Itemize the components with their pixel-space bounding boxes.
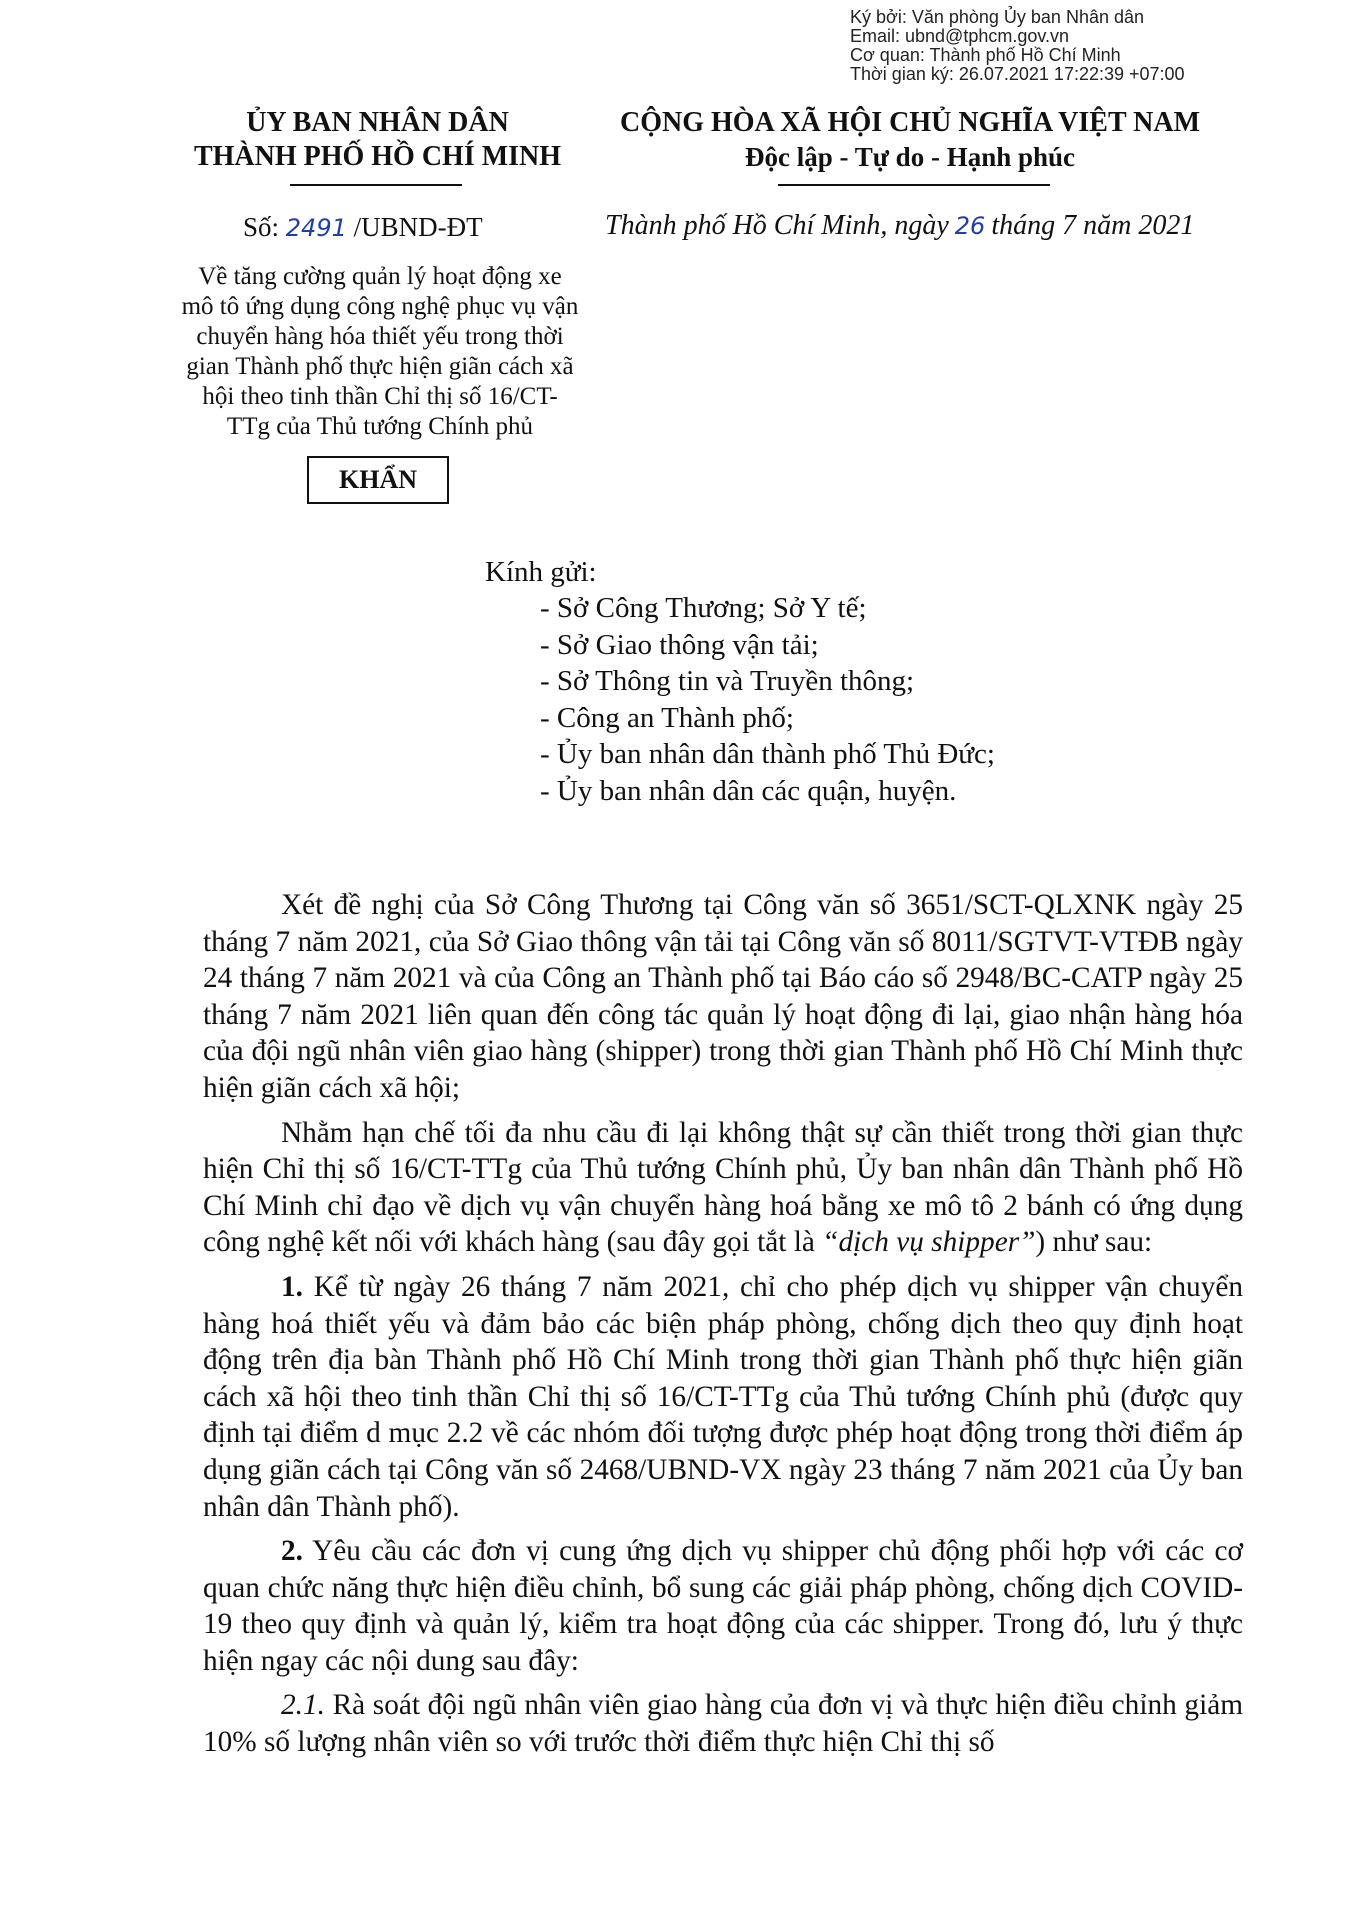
body-paragraph-3 (203, 1269, 1243, 1525)
issuer-line-2: THÀNH PHỐ HỒ CHÍ MINH (193, 141, 562, 172)
doc-number-prefix: Số: (243, 212, 280, 242)
item-text-2-1: Rà soát đội ngũ nhân viên giao hàng của đơn vị và thực hiện điều chỉnh giảm 10% số lượng nhân viên so với trước thời điểm thực hiện Chỉ thị số (203, 1689, 1243, 1759)
issuer-header (120, 106, 635, 174)
motto-underline (778, 184, 1050, 186)
issuer-line-1: ỦY BAN NHÂN DÂN (246, 107, 509, 138)
signature-email: Email: ubnd@tphcm.gov.vn (850, 26, 1070, 46)
national-motto: Độc lập - Tự do - Hạnh phúc (744, 142, 1076, 172)
recipient-item: - Ủy ban nhân dân thành phố Thủ Đức; (540, 738, 995, 770)
date-day-handwritten: 26 (954, 212, 986, 240)
body-paragraph-1: Xét đề nghị của Sở Công Thương tại Công văn số 3651/SCT-QLXNK ngày 25 tháng 7 năm 2021, của Sở Giao thông vận tải tại Công văn số 8011/SGTVT-VTĐB ngày 24 tháng 7 năm 2021 và của Công an Thành phố tại Báo cáo số 2948/BC-CATP ngày 25 tháng 7 năm 2021 liên quan đến công tác quản lý hoạt động đi lại, giao nhận hàng hóa của đội ngũ nhân viên giao hàng (shipper) trong thời gian Thành phố Hồ Chí Minh thực hiện giãn cách xã hội; (203, 889, 1243, 1104)
signature-time: Thời gian ký: 26.07.2021 17:22:39 +07:00 (850, 64, 1185, 84)
digital-signature-block (850, 8, 1185, 84)
item-text-1: Kể từ ngày 26 tháng 7 năm 2021, chỉ cho phép dịch vụ shipper vận chuyển hàng hoá thiết yếu và đảm bảo các biện pháp phòng, chống dịch theo quy định hoạt động trên địa bàn Thành phố Hồ Chí Minh trong thời gian Thành phố thực hiện giãn cách xã hội theo tinh thần Chỉ thị số 16/CT-TTg của Thủ tướng Chính phủ (được quy định tại điểm d mục 2.2 về các nhóm đối tượng được phép hoạt động trong thời điểm áp dụng giãn cách tại Công văn số 2468/UBND-VX ngày 23 tháng 7 năm 2021 của Ủy ban nhân dân Thành phố). (203, 1270, 1243, 1523)
subject-line: mô tô ứng dụng công nghệ phục vụ vận (181, 293, 579, 320)
document-date (605, 210, 1194, 242)
urgent-label: KHẨN (307, 456, 449, 504)
subject-line: hội theo tinh thần Chỉ thị số 16/CT- (202, 383, 558, 410)
recipient-item: - Sở Giao thông vận tải; (540, 628, 819, 661)
national-title: CỘNG HÒA XÃ HỘI CHỦ NGHĨA VIỆT NAM (619, 107, 1201, 138)
recipient-item: - Công an Thành phố; (540, 701, 794, 734)
p2-end: ) như sau: (1035, 1226, 1153, 1259)
national-header (590, 106, 1230, 174)
date-prefix: Thành phố Hồ Chí Minh, ngày (605, 210, 949, 241)
body-paragraph-4 (203, 1533, 1243, 1679)
date-suffix: tháng 7 năm 2021 (991, 210, 1195, 241)
p2-text: Nhằm hạn chế tối đa nhu cầu đi lại không thật sự cần thiết trong thời gian thực hiện Chỉ thị số 16/CT-TTg của Thủ tướng Chính phủ, Ủy ban nhân dân Thành phố Hồ Chí Minh chỉ đạo về dịch vụ vận chuyển hàng hoá bằng xe mô tô 2 bánh có ứng dụng công nghệ kết nối với khách hàng (sau đây gọi tắt là (203, 1116, 1243, 1259)
recipient-item: - Sở Công Thương; Sở Y tế; (540, 592, 867, 624)
document-body (203, 887, 1243, 1769)
item-text-2: Yêu cầu các đơn vị cung ứng dịch vụ shipper chủ động phối hợp với các cơ quan chức năng thực hiện điều chỉnh, bổ sung các giải pháp phòng, chống dịch COVID-19 theo quy định và quản lý, kiểm tra hoạt động của các shipper. Trong đó, lưu ý thực hiện ngay các nội dung sau đây: (203, 1535, 1243, 1677)
doc-number-handwritten: 2491 (285, 214, 347, 242)
subject-line: TTg của Thủ tướng Chính phủ (226, 413, 534, 440)
subject-line: chuyển hàng hóa thiết yếu trong thời (196, 323, 564, 350)
document-number (243, 212, 483, 243)
p2-term: “dịch vụ shipper” (822, 1226, 1036, 1259)
item-number-2-1: 2.1. (281, 1689, 325, 1722)
signature-signed-by: Ký bởi: Văn phòng Ủy ban Nhân dân (850, 7, 1145, 27)
body-paragraph-2 (203, 1115, 1243, 1261)
subject-line: gian Thành phố thực hiện giãn cách xã (186, 353, 574, 380)
recipients-list (540, 590, 995, 809)
item-number-2: 2. (281, 1535, 303, 1568)
issuer-underline (290, 184, 462, 186)
item-number-1: 1. (281, 1270, 303, 1303)
signature-agency: Cơ quan: Thành phố Hồ Chí Minh (850, 45, 1121, 65)
body-paragraph-5 (203, 1687, 1243, 1760)
recipient-item: - Ủy ban nhân dân các quận, huyện. (540, 774, 957, 807)
recipient-item: - Sở Thông tin và Truyền thông; (540, 665, 915, 697)
subject-line: Về tăng cường quản lý hoạt động xe (198, 263, 562, 290)
document-subject (150, 262, 610, 442)
doc-number-suffix: /UBND-ĐT (353, 212, 483, 242)
recipients-heading: Kính gửi: (485, 556, 597, 588)
